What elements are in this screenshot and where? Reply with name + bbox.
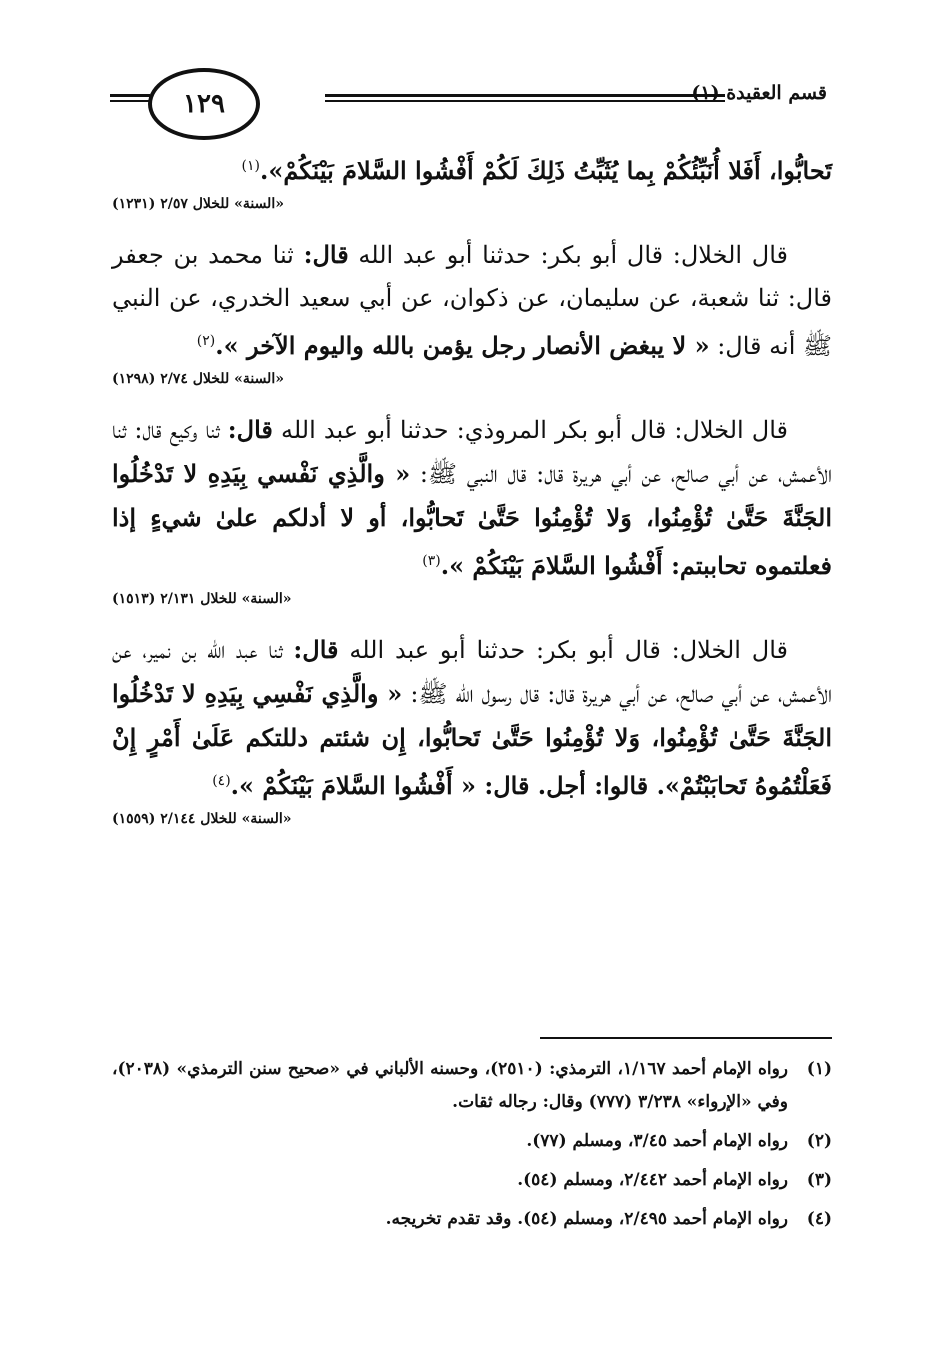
paragraph-4: قال الخلال: قال أبو بكر: حدثنا أبو عبد الله قال: ثنا عبد الله بن نمير، عن الأعمش، عن أبي صالح، عن أبي هريرة قال: قال رسول الله ﷺ: « والَّذِي نَفْسِي بِيَدِهِ لا تَدْخُلُوا الجَنَّةَ حَتَّىٰ تُؤْمِنُوا، وَلا تُؤْمِنُوا حَتَّىٰ تَحابُّوا، إِن شئتم دللتكم عَلَىٰ أَمْرٍ إِنْ فَعَلْتُمُوهُ تَحابَبْتُمْ». قالوا: أجل. قال: « أَفْشُوا السَّلامَ بَيْنَكُمْ ».$^{(٤)}$ bbox=[112, 635, 833, 800]
hadith-quote-2: « لا يبغض الأنصار رجل يؤمن بالله واليوم الآخر ». bbox=[215, 331, 710, 360]
main-text bbox=[112, 145, 832, 848]
source-citation-1: «السنة» للخلال ٢/٥٧ (١٢٣١) bbox=[112, 196, 284, 212]
hadith-quote-3: « والَّذِي نَفْسي بِيَدِهِ لا تَدْخُلُوا الجَنَّةَ حَتَّىٰ تُؤْمِنُوا، وَلا تُؤْمِنُوا حَتَّىٰ تَحابُّوا، أو لا أدلكم علىٰ شيءٍ إذا فعلتموه تحاببتم: أَفْشُوا السَّلامَ بَيْنَكُمْ ». bbox=[112, 459, 832, 580]
paragraph-2: قال الخلال: قال أبو بكر: حدثنا أبو عبد الله قال: ثنا محمد بن جعفر قال: ثنا شعبة، عن سليمان، عن ذكوان، عن أبي سعيد الخدري، عن النبي ﷺ أنه قال: « لا يبغض الأنصار رجل يؤمن بالله واليوم الآخر ».$^{(٢)}$ bbox=[112, 240, 832, 360]
footnote-ref-1: (١) bbox=[241, 158, 260, 174]
page-number-badge bbox=[148, 68, 260, 140]
footnote-separator bbox=[540, 1037, 832, 1039]
footnote-ref-3: (٣) bbox=[422, 553, 441, 569]
source-citation-3: «السنة» للخلال ٢/١٣١ (١٥١٣) bbox=[112, 591, 292, 607]
hadith-quote-4: « والَّذِي نَفْسِي بِيَدِهِ لا تَدْخُلُوا الجَنَّةَ حَتَّىٰ تُؤْمِنُوا، وَلا تُؤْمِنُوا حَتَّىٰ تَحابُّوا، إِن شئتم دللتكم عَلَىٰ أَمْرٍ إِنْ فَعَلْتُمُوهُ تَحابَبْتُمْ». قالوا: أجل. قال: « أَفْشُوا السَّلامَ بَيْنَكُمْ ». bbox=[112, 679, 832, 800]
paragraph-1: تَحابُّوا، أَفَلا أُنَبِّئُكُمْ بِما يُثَبِّتُ ذَلِكَ لَكُمْ أَفْشُوا السَّلامَ بَيْنَكُمْ».$^{(١)}$ bbox=[241, 156, 832, 185]
page-header bbox=[110, 60, 835, 140]
footnote-1: (١) رواه الإمام أحمد ١/١٦٧، الترمذي: (٢٥١٠)، وحسنه الألباني في «صحيح سنن الترمذي» (٢٠٣٨)، وفي «الإرواء» ٣/٢٣٨ (٧٧٧) وقال: رجاله ثقات. bbox=[112, 1059, 832, 1112]
section-title: قسم العقيدة (١) bbox=[691, 82, 827, 104]
footnote-4: (٤) رواه الإمام أحمد ٢/٤٩٥، ومسلم (٥٤). وقد تقدم تخريجه. bbox=[385, 1209, 832, 1229]
footnotes bbox=[112, 1053, 832, 1242]
footnote-ref-2: (٢) bbox=[196, 333, 216, 349]
source-citation-2: «السنة» للخلال ٢/٧٤ (١٢٩٨) bbox=[112, 371, 284, 387]
header-rule-left bbox=[110, 94, 150, 102]
footnote-ref-4: (٤) bbox=[212, 773, 231, 789]
footnote-3: (٣) رواه الإمام أحمد ٢/٤٤٢، ومسلم (٥٤). bbox=[517, 1170, 832, 1190]
footnote-2: (٢) رواه الإمام أحمد ٣/٤٥، ومسلم (٧٧). bbox=[526, 1131, 832, 1151]
header-rule-right bbox=[325, 94, 725, 102]
source-citation-4: «السنة» للخلال ٢/١٤٤ (١٥٥٩) bbox=[112, 811, 292, 827]
paragraph-3: قال الخلال: قال أبو بكر المروذي: حدثنا أبو عبد الله قال: ثنا وكيع قال: ثنا الأعمش، عن أبي صالح، عن أبي هريرة قال: قال النبي ﷺ: « والَّذِي نَفْسي بِيَدِهِ لا تَدْخُلُوا الجَنَّةَ حَتَّىٰ تُؤْمِنُوا، وَلا تُؤْمِنُوا حَتَّىٰ تَحابُّوا، أو لا أدلكم علىٰ شيءٍ إذا فعلتموه تحاببتم: أَفْشُوا السَّلامَ بَيْنَكُمْ ».$^{(٣)}$ bbox=[112, 415, 833, 580]
page-number: ١٢٩ bbox=[183, 89, 225, 119]
